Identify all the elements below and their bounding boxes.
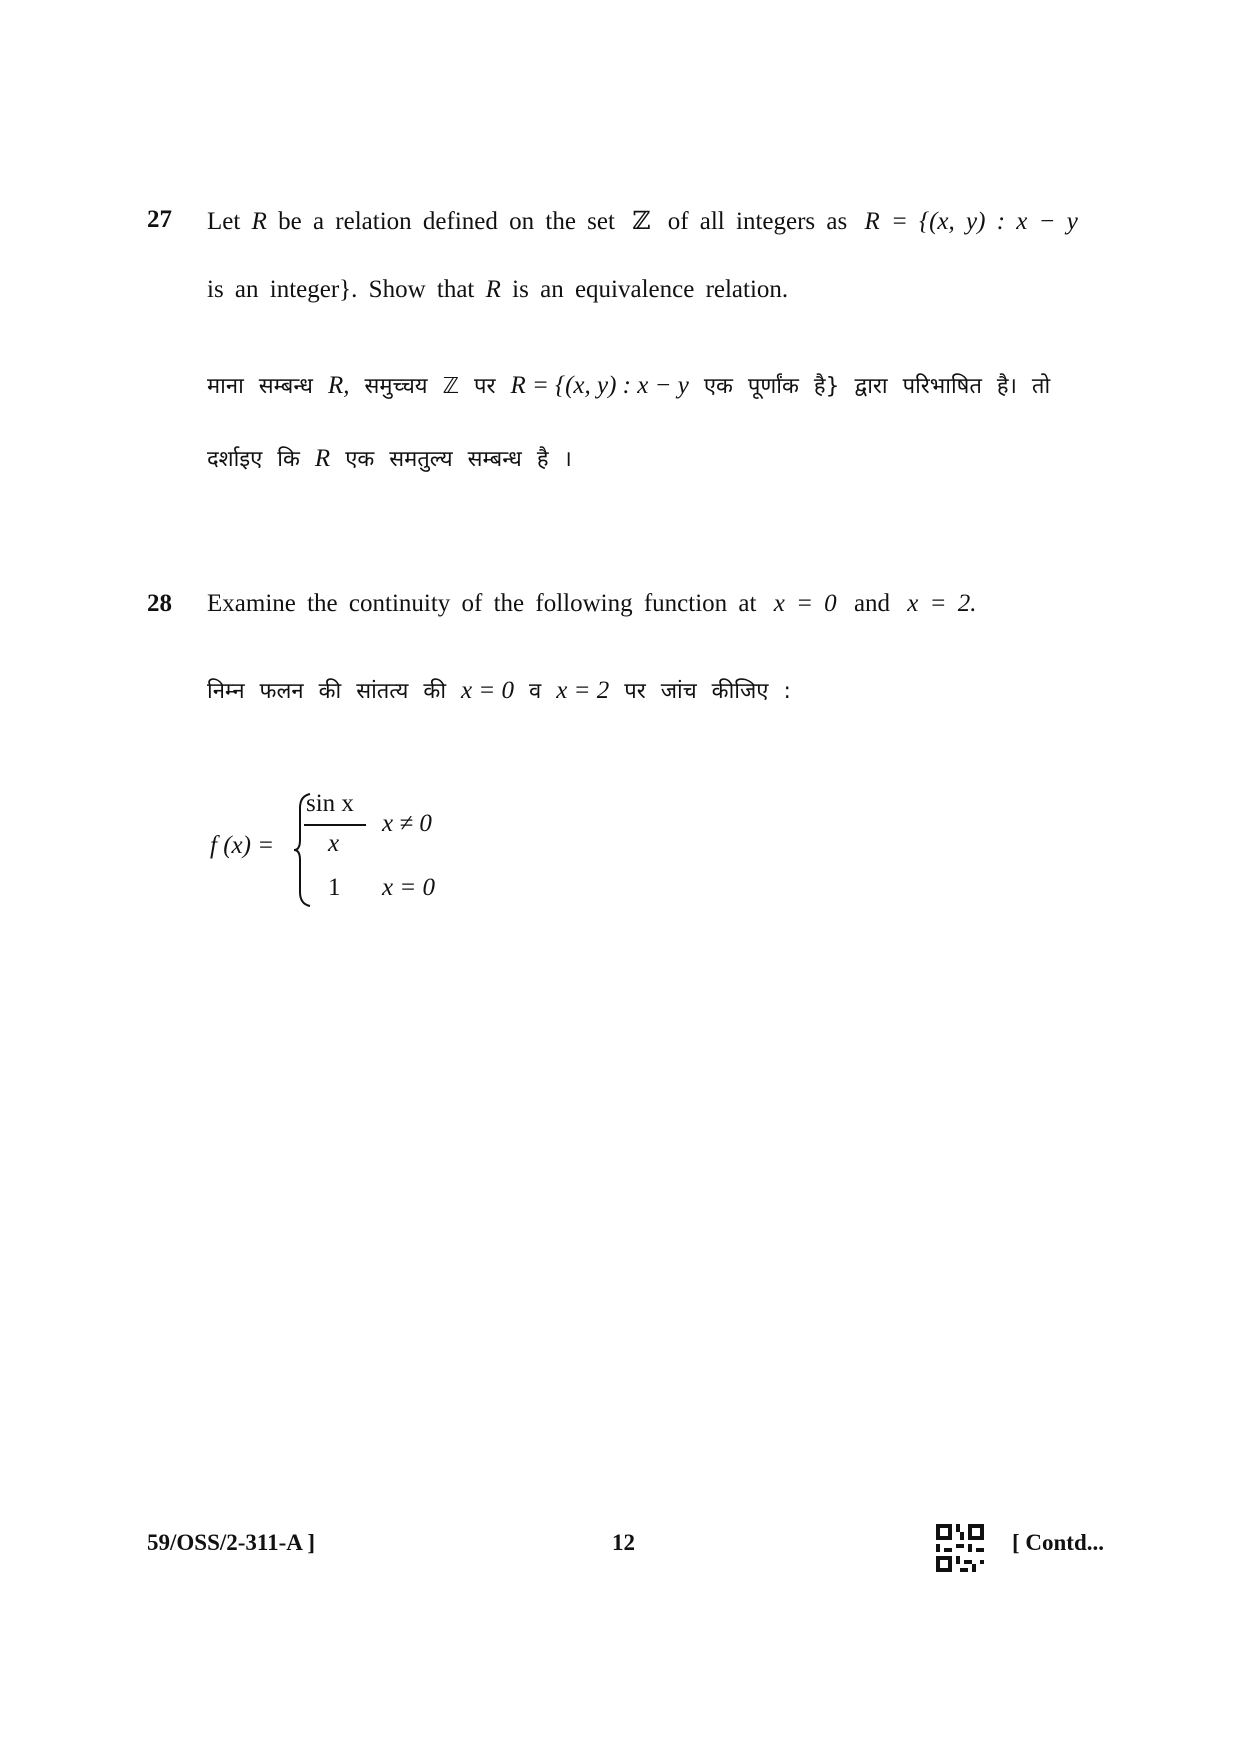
- text: एक पूर्णांक है} द्वारा परिभाषित है। तो: [703, 374, 1051, 399]
- math-r: R,: [327, 372, 350, 399]
- math-integers-symbol: ℤ: [442, 374, 459, 399]
- value-one: 1: [328, 874, 341, 901]
- q27-hindi-line-2: [207, 443, 572, 473]
- math-x-eq-2: x = 2.: [907, 590, 977, 617]
- function-label: f (x) =: [210, 832, 275, 859]
- text: माना सम्बन्ध: [207, 374, 313, 399]
- numerator-sin-x: sin x: [306, 790, 354, 817]
- condition-x-neq-0: x ≠ 0: [382, 810, 432, 837]
- text: पर जांच कीजिए :: [624, 679, 791, 704]
- text: and: [853, 590, 891, 617]
- question-number-28: 28: [147, 590, 172, 617]
- q27-english-line-1: [207, 206, 1078, 236]
- math-set-definition: R = {(x, y) : x − y: [510, 372, 689, 399]
- math-x-eq-0: x = 0: [773, 590, 837, 617]
- math-integers-symbol: ℤ: [632, 208, 651, 235]
- page-number: 12: [612, 1530, 635, 1555]
- q27-english-line-2: [207, 276, 788, 304]
- piecewise-function: [210, 790, 470, 910]
- q27-hindi-line-1: [207, 370, 1050, 400]
- text: Let: [207, 208, 241, 235]
- text: Examine the continuity of the following function at: [207, 590, 757, 617]
- math-r: R: [314, 445, 331, 472]
- continued-label: [ Contd...: [1012, 1530, 1105, 1555]
- text: पर: [473, 374, 496, 399]
- math-r: R: [485, 276, 501, 303]
- text: दर्शाइए कि: [207, 447, 300, 472]
- denominator-x: x: [328, 830, 340, 857]
- text: व: [529, 679, 542, 704]
- condition-x-eq-0: x = 0: [382, 874, 435, 901]
- paper-code: 59/OSS/2-311-A ]: [147, 1530, 316, 1555]
- text: एक समतुल्य सम्बन्ध है ।: [345, 447, 572, 472]
- math-x-eq-0: x = 0: [461, 677, 514, 704]
- fraction-bar: [304, 824, 366, 826]
- text: निम्न फलन की सांतत्य की: [207, 679, 447, 704]
- math-r: R: [251, 208, 267, 235]
- question-number-27: 27: [147, 206, 172, 233]
- q28-hindi-line: [207, 675, 791, 705]
- math-set-definition: R = {(x, y) : x − y: [864, 208, 1078, 235]
- text: समुच्चय: [364, 374, 428, 399]
- text: is an integer}. Show that: [207, 276, 475, 303]
- text: is an equivalence relation.: [512, 276, 789, 303]
- math-x-eq-2: x = 2: [556, 677, 610, 704]
- text: be a relation defined on the set: [278, 208, 615, 235]
- q28-english-line: [207, 590, 977, 618]
- qr-code-icon: [936, 1524, 984, 1572]
- text: of all integers as: [667, 208, 848, 235]
